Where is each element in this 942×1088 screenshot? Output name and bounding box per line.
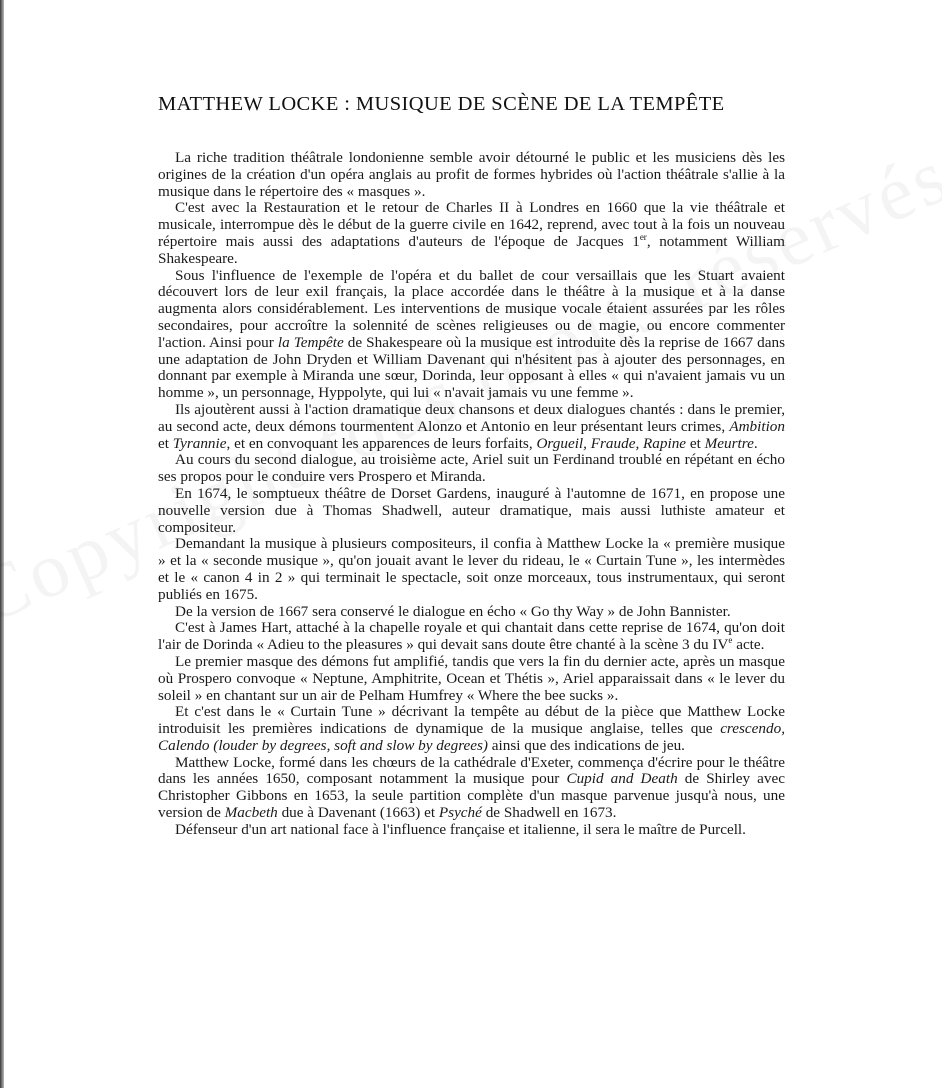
paragraph-text: acte. — [732, 636, 765, 654]
paragraph-text: En 1674, le somptueux théâtre de Dorset Gardens, inauguré à l'automne de 1671, en propose une nouvelle version due à Thomas Shadwell, auteur dramatique, mais aussi luthiste amateur et compositeur. — [158, 484, 785, 536]
paragraph-text: de Shakespeare où la musique est introduite dès la reprise de 1667 dans une adaptation de John Dryden et William Davenant qui n'hésitent pas à ajouter des personnages, en donnant par exemple à Miranda une sœur, Dorinda, leur opposant à elles « qui n'avaient jamais vu un homme », un personnage, Hyppolyte, qui lui « n'avait jamais vu une femme ». — [158, 333, 785, 402]
paragraph-text: et — [158, 434, 173, 452]
paragraph-text: Le premier masque des démons fut amplifié, tandis que vers la fin du dernier acte, après un masque où Prospero convoque « Neptune, Amphitrite, Ocean et Thétis », Ariel apparaissait dans « le lever du soleil » en chantant sur un air de Pelham Humfrey « Where the bee sucks ». — [158, 652, 785, 704]
paragraph — [158, 822, 785, 839]
paragraph — [158, 486, 785, 536]
paragraph-text: C'est à James Hart, attaché à la chapelle royale et qui chantait dans cette reprise de 1674, qu'on doit l'air de Dorinda « Adieu to the pleasures » qui devait sans doute être chanté à la scène 3 du IV — [158, 619, 785, 654]
italic-title: Macbeth — [224, 804, 278, 822]
italic-term: Ambition — [729, 417, 785, 435]
paragraph — [158, 620, 785, 654]
paragraph-text: Ils ajoutèrent aussi à l'action dramatique deux chansons et deux dialogues chantés : dans le premier, au second acte, deux démons tourmentent Alonzo et Antonio en leur présentant leurs crimes, — [158, 400, 785, 435]
paragraph-text: Sous l'influence de l'exemple de l'opéra et du ballet de cour versaillais que les Stuart avaient découvert lors de leur exil français, la place accordée dans le théâtre à la musique et à la danse augmenta alors considérablement. Les interventions de musique vocale étaient assurées par les rôles secondaires, pour accroître la solennité de scènes religieuses ou de magie, ou encore commenter l'action. Ainsi pour — [158, 266, 785, 351]
paragraph-text: Et c'est dans le « Curtain Tune » décrivant la tempête au début de la pièce que Matthew Locke introduisit les premières indications de dynamique de la musique anglaise, telles que — [158, 703, 785, 738]
paragraph-text: Demandant la musique à plusieurs compositeurs, il confia à Matthew Locke la « première musique » et la « seconde musique », qu'on jouait avant le lever du rideau, le « Curtain Tune », les intermèdes et le « canon 4 in 2 » qui terminait le spectacle, soit onze morceaux, tous instrumentaux, qui seront publiés en 1675. — [158, 535, 785, 603]
superscript: er — [639, 231, 647, 242]
paragraph — [158, 604, 785, 621]
page-title: MATTHEW LOCKE : MUSIQUE DE SCÈNE DE LA TEMPÊTE — [158, 93, 725, 115]
superscript: e — [728, 635, 733, 646]
paragraph-text: Au cours du second dialogue, au troisième acte, Ariel suit un Ferdinand troublé en répétant en écho ses propos pour le conduire vers Prospero et Miranda. — [158, 451, 785, 486]
article-body — [158, 150, 785, 839]
paragraph — [158, 704, 785, 754]
paragraph-text: La riche tradition théâtrale londonienne semble avoir détourné le public et les musiciens dès les origines de la création d'un opéra anglais au profit de formes hybrides où l'action théâtrale s'allie à la musique dans le répertoire des « masques ». — [158, 149, 785, 200]
paragraph-text: Défenseur d'un art national face à l'influence française et italienne, il sera le maître de Purcell. — [175, 820, 746, 838]
paragraph-text: de Shadwell en 1673. — [481, 804, 617, 822]
paragraph — [158, 755, 785, 822]
italic-term: Meurtre — [704, 434, 754, 452]
italic-term: Tyrannie — [172, 434, 227, 452]
paragraph-text: due à Davenant (1663) et — [277, 804, 439, 822]
paragraph-text: et — [686, 434, 705, 452]
paragraph-text: de Shirley avec Christopher Gibbons en 1653, la seule partition complète d'un masque parvenue jusqu'à nous, une version de — [158, 770, 785, 822]
paragraph-text: . — [753, 434, 758, 452]
italic-term: crescendo, Calendo (louder by degrees, soft and slow by degrees) — [158, 720, 785, 754]
paragraph-text: ainsi que des indications de jeu. — [488, 736, 685, 754]
paragraph — [158, 536, 785, 603]
paragraph-text: De la version de 1667 sera conservé le dialogue en écho « Go thy Way » de John Bannister. — [175, 602, 731, 620]
paragraph — [158, 268, 785, 402]
page-edge — [0, 0, 4, 1088]
paragraph-text: C'est avec la Restauration et le retour de Charles II à Londres en 1660 que la vie théâtrale et musicale, interrompue dès le début de la guerre civile en 1642, reprend, avec tout à la fois un nouveau répertoire mais aussi des adaptations d'auteurs de l'époque de Jacques 1 — [158, 199, 785, 250]
paragraph-text: , notamment William Shakespeare. — [158, 232, 785, 267]
italic-term: Orgueil, Fraude, Rapine — [536, 434, 687, 452]
paragraph — [158, 200, 785, 267]
paragraph — [158, 150, 785, 200]
paragraph — [158, 654, 785, 704]
paragraph — [158, 402, 785, 452]
italic-title: Cupid and Death — [566, 770, 678, 788]
paragraph-text: , et en convoquant les apparences de leurs forfaits, — [226, 434, 537, 452]
italic-title: Psyché — [438, 804, 482, 822]
italic-title: la Tempête — [277, 333, 344, 351]
paragraph — [158, 452, 785, 486]
paragraph-text: Matthew Locke, formé dans les chœurs de la cathédrale d'Exeter, commença d'écrire pour le théâtre dans les années 1650, composant notamment la musique pour — [158, 753, 785, 788]
